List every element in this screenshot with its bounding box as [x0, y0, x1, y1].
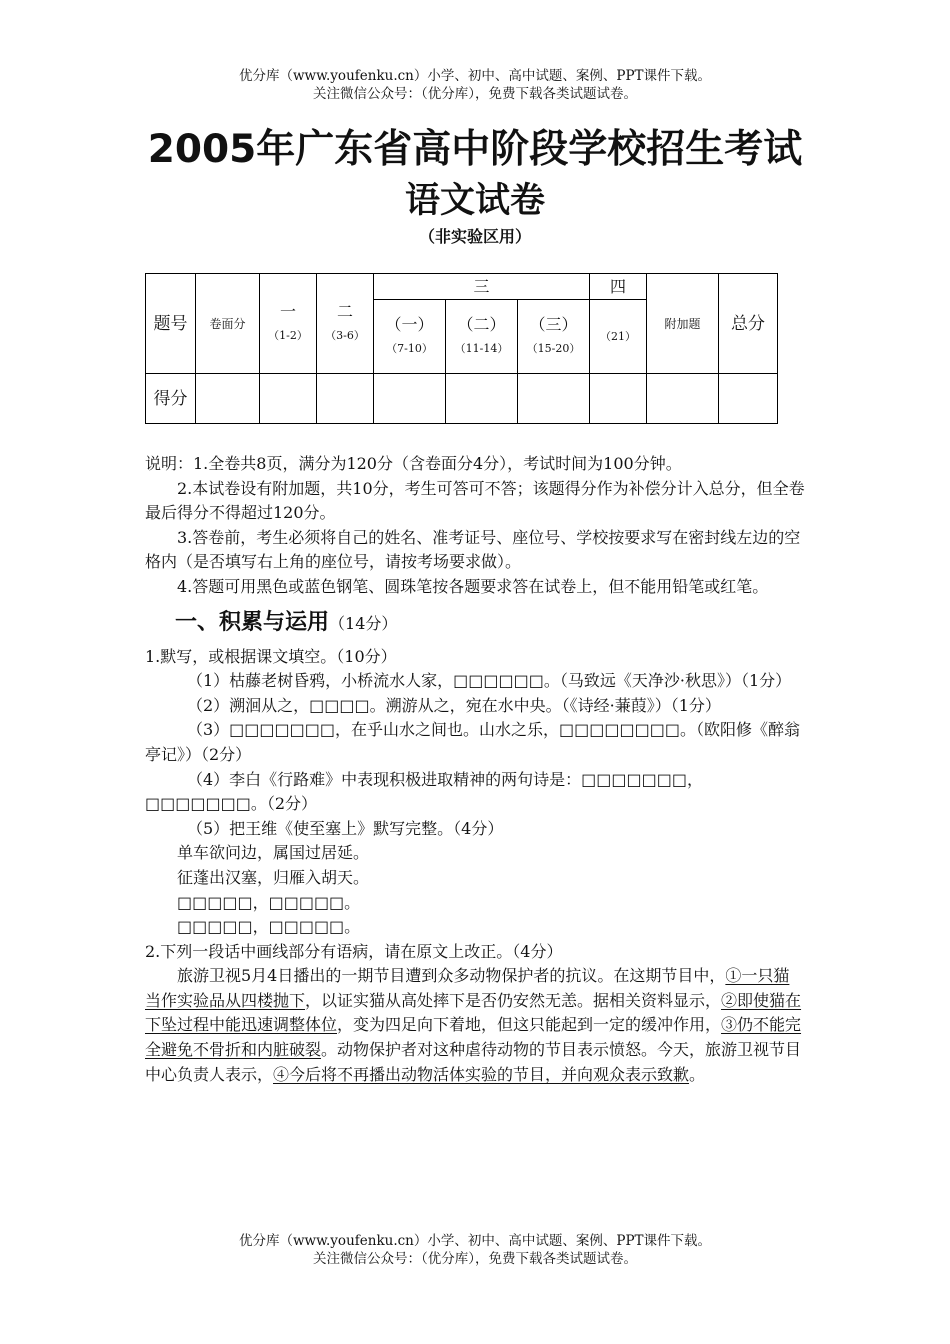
header-er-label: 二	[336, 301, 353, 321]
exam-title: 2005年广东省高中阶段学校招生考试	[147, 127, 803, 172]
score-cell	[590, 374, 647, 424]
header-san-3-range: （15-20）	[526, 341, 581, 355]
exam-note: （非实验区用）	[418, 227, 531, 246]
header-san-3-label: （三）	[529, 314, 578, 334]
score-cell	[260, 374, 317, 424]
passage-text: 。	[689, 1064, 706, 1084]
header-san-2	[446, 300, 518, 374]
section-1-heading	[145, 606, 805, 641]
page-header	[0, 67, 950, 103]
underlined-error-4: ④今后将不再播出动物活体实验的节目，并向观众表示致歉	[273, 1064, 690, 1084]
question-1-sub-1: （1）枯藤老树昏鸦，小桥流水人家，□□□□□□。（马致远《天净沙·秋思》）（1分）	[187, 671, 792, 691]
score-cell	[374, 374, 446, 424]
header-er-range: （3-6）	[325, 328, 365, 342]
poem-line: □□□□□，□□□□□。	[177, 917, 361, 937]
instruction-3: 3.答卷前，考生必须将自己的姓名、准考证号、座位号、学校按要求写在密封线左边的空格内（是否填写右上角的座位号，请按考场要求做）。	[145, 527, 801, 572]
section-1-title: 一、积累与运用	[175, 609, 330, 635]
header-line-1: 优分库（www.youfenku.cn）小学、初中、高中试题、案例、PPT课件下载。	[238, 68, 712, 84]
underlined-error-1: ①一只猫当作实验品从四楼抛下	[145, 966, 790, 1010]
header-juanmian: 卷面分	[196, 274, 260, 374]
score-cell	[719, 374, 778, 424]
question-2-stem: 2.下列一段话中画线部分有语病，请在原文上改正。（4分）	[145, 941, 563, 961]
passage-text: ，变为四足向下着地，但这只能起到一定的缓冲作用，	[337, 1015, 722, 1035]
poem-line: 征蓬出汉塞，归雁入胡天。	[177, 867, 370, 887]
score-cell	[317, 374, 374, 424]
passage-text: ，以证实猫从高处摔下是否仍安然无恙。据相关资料显示，	[305, 990, 722, 1010]
question-2-passage	[145, 964, 805, 1087]
question-1-sub-4: （4）李白《行路难》中表现积极进取精神的两句诗是：□□□□□□□，□□□□□□□。（2分）	[145, 769, 704, 814]
header-tihao: 题号	[146, 274, 196, 374]
header-line-2: 关注微信公众号：（优分库），免费下载各类试题试卷。	[313, 86, 637, 102]
header-san-2-label: （二）	[457, 314, 506, 334]
header-yi-label: 一	[279, 301, 296, 321]
row-defen-label: 得分	[146, 374, 196, 424]
question-1-sub-3: （3）□□□□□□□，在乎山水之间也。山水之乐，□□□□□□□□。（欧阳修《醉翁亭记》）（2分）	[145, 720, 800, 764]
header-si-range: （21）	[590, 300, 647, 374]
footer-line-1: 优分库（www.youfenku.cn）小学、初中、高中试题、案例、PPT课件下载。	[238, 1233, 712, 1249]
header-san-1-label: （一）	[385, 314, 434, 334]
question-1-stem: 1.默写，或根据课文填空。（10分）	[145, 646, 397, 666]
score-cell	[196, 374, 260, 424]
header-zongfen: 总分	[719, 274, 778, 374]
header-san-1-range: （7-10）	[386, 341, 433, 355]
header-san: 三	[374, 274, 590, 300]
header-san-3	[518, 300, 590, 374]
underlined-error-2: ②即使猫在下坠过程中能迅速调整体位	[145, 990, 802, 1035]
poem-line: 单车欲问边，属国过居延。	[177, 843, 370, 863]
header-yi-range: （1-2）	[268, 328, 308, 342]
instruction-4: 4.答题可用黑色或蓝色钢笔、圆珠笔按各题要求答在试卷上，但不能用铅笔或红笔。	[177, 576, 769, 596]
page-footer	[0, 1232, 950, 1268]
exam-subtitle: 语文试卷	[404, 181, 545, 221]
question-1-sub-5: （5）把王维《使至塞上》默写完整。（4分）	[187, 818, 504, 838]
passage-text: 旅游卫视5月4日播出的一期节目遭到众多动物保护者的抗议。在这期节目中，	[177, 966, 726, 986]
score-cell	[518, 374, 590, 424]
instruction-2: 2.本试卷设有附加题，共10分，考生可答可不答；该题得分作为补偿分计入总分，但全卷最后得分不得超过120分。	[145, 478, 805, 523]
section-1-points: （14分）	[329, 613, 398, 633]
header-fujia: 附加题	[647, 274, 719, 374]
score-table	[145, 273, 778, 424]
header-si: 四	[590, 274, 647, 300]
instruction-1: 说明：1.全卷共8页，满分为120分（含卷面分4分），考试时间为100分钟。	[145, 454, 682, 473]
header-er	[317, 274, 374, 374]
footer-line-2: 关注微信公众号：（优分库），免费下载各类试题试卷。	[313, 1251, 637, 1267]
score-cell	[446, 374, 518, 424]
header-san-2-range: （11-14）	[454, 341, 509, 355]
score-cell	[647, 374, 719, 424]
exam-body	[145, 452, 805, 1087]
header-san-1	[374, 300, 446, 374]
header-yi	[260, 274, 317, 374]
question-1-sub-2: （2）溯洄从之，□□□□。溯游从之，宛在水中央。（《诗经·蒹葭》）（1分）	[187, 695, 721, 715]
passage-text: 。动物保护者对这种虐待动物的节目表示愤怒。今天，旅游卫视节目中心负责人表示，	[145, 1040, 802, 1084]
underlined-error-3: ③仍不能完全避免不骨折和内脏破裂	[145, 1015, 802, 1060]
poem-line: □□□□□，□□□□□。	[177, 892, 361, 912]
